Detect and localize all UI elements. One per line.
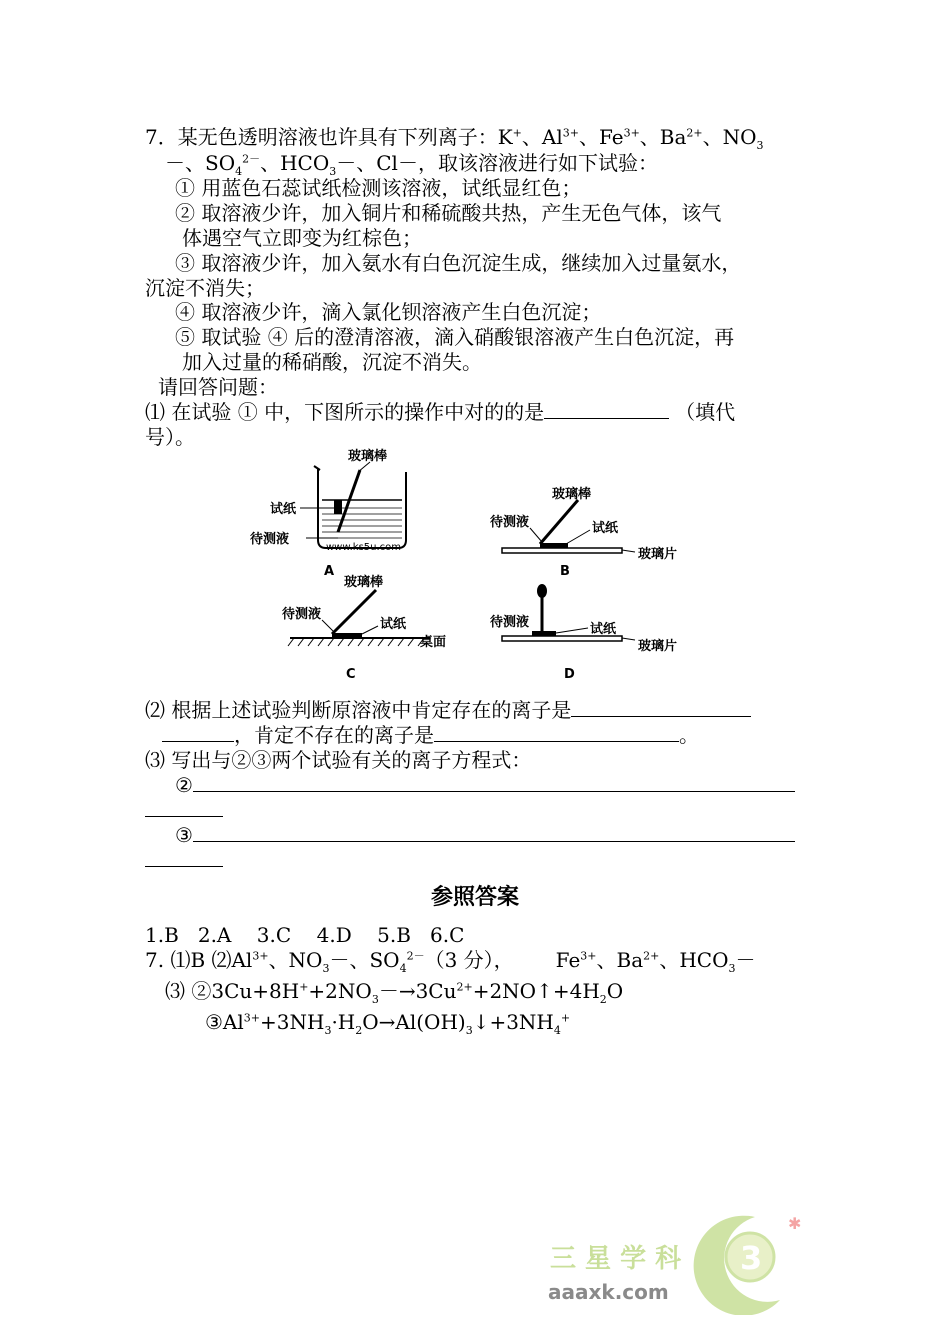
q7-stem-line1: 7．某无色透明溶液也许具有下列离子：K+、$Al^{3+}$、$Fe^{3+}$、$Ba^{2+}$、$NO_3$ xyxy=(145,125,764,152)
answers-eq2: ⑶ $②3Cu+8H^++2NO_3-\to 3Cu^{2+}+2NO↑+4H_2O$ xyxy=(165,979,624,1006)
svg-text:B: B xyxy=(560,564,570,579)
svg-text:试纸: 试纸 xyxy=(592,521,619,536)
q7-part1-cont: 号）。 xyxy=(145,425,195,449)
svg-text:A: A xyxy=(324,564,335,579)
q7-step2b: 体遇空气立即变为红棕色； xyxy=(182,226,422,250)
q7-part1: ⑴ 在试验 ① 中，下图所示的操作中对的的是 （填代 xyxy=(145,400,736,424)
q7-step5b: 加入过量的稀硝酸，沉淀不消失。 xyxy=(182,350,482,374)
figure-d xyxy=(490,584,677,682)
q7-step4: ④ 取溶液少许，滴入氯化钡溶液产生白色沉淀； xyxy=(175,300,602,324)
svg-text:待测液: 待测液 xyxy=(490,515,530,530)
answers-title: 参照答案 xyxy=(430,885,519,910)
figure-b xyxy=(490,486,677,579)
svg-text:桌面: 桌面 xyxy=(420,635,447,650)
svg-text:aaaxk.com: aaaxk.com xyxy=(548,1280,669,1304)
q7-part2: ⑵ 根据上述试验判断原溶液中肯定存在的离子是 xyxy=(145,697,751,723)
svg-text:玻璃片: 玻璃片 xyxy=(638,547,678,562)
answers-mc: 1.B 2.A 3.C 4.D 5.B 6.C xyxy=(145,923,465,947)
q7-step5a: ⑤ 取试验 ④ 后的澄清溶液，滴入硝酸银溶液产生白色沉淀，再 xyxy=(175,325,735,349)
q7-stem-line2: －、$SO_4^{2-}$、$HCO_3-$、Cl－，取该溶液进行如下试验： xyxy=(165,151,658,178)
svg-text:三 星 学 科: 三 星 学 科 xyxy=(550,1244,682,1274)
svg-text:待测液: 待测液 xyxy=(250,532,290,547)
q7-ask: 请回答问题： xyxy=(158,375,278,399)
q7-step3b: 沉淀不消失； xyxy=(145,276,265,300)
svg-text:3: 3 xyxy=(740,1239,763,1277)
q7-part3: ⑶ 写出与②③两个试验有关的离子方程式： xyxy=(145,748,532,772)
answers-eq3: $③Al^{3+}+3NH_3\cdot H_2O\to Al(OH)_3↓+3NH_4^+$ xyxy=(205,1010,571,1037)
svg-text:待测液: 待测液 xyxy=(282,607,322,622)
q7-part2-cont: ，肯定不存在的离子是 。 xyxy=(162,722,699,748)
svg-text:玻璃棒: 玻璃棒 xyxy=(344,575,384,590)
test-paper-figure xyxy=(240,440,710,690)
svg-text:C: C xyxy=(346,667,356,682)
q7-part3-blank2-cont xyxy=(145,797,223,823)
q7-part3-blank3: ③ xyxy=(175,822,795,848)
svg-text:✱: ✱ xyxy=(788,1214,802,1233)
svg-text:待测液: 待测液 xyxy=(490,615,530,630)
svg-text:玻璃棒: 玻璃棒 xyxy=(552,487,592,502)
q7-step2a: ② 取溶液少许，加入铜片和稀硫酸共热，产生无色气体，该气 xyxy=(175,201,722,225)
q7-part3-blank2: ② xyxy=(175,772,795,798)
svg-text:D: D xyxy=(564,667,575,682)
svg-text:玻璃棒: 玻璃棒 xyxy=(348,449,388,464)
svg-text:试纸: 试纸 xyxy=(270,502,297,517)
q7-step3a: ③ 取溶液少许，加入氨水有白色沉淀生成，继续加入过量氨水， xyxy=(175,251,742,275)
svg-text:试纸: 试纸 xyxy=(590,622,617,637)
svg-text:玻璃片: 玻璃片 xyxy=(638,639,678,654)
svg-text:www.ks5u.com: www.ks5u.com xyxy=(326,542,402,553)
answers-q7: 7. ⑴B $⑵Al^{3+}$、$NO_3-$、$SO_4^{2-}(3$ 分）， $Fe^{3+}$、$Ba^{2+}$、$HCO_3-$ xyxy=(145,948,756,975)
q7-part3-blank3-cont xyxy=(145,847,223,873)
svg-text:试纸: 试纸 xyxy=(380,617,407,632)
figure-c xyxy=(282,574,446,682)
watermark-logo xyxy=(540,1205,820,1315)
q7-step1: ① 用蓝色石蕊试纸检测该溶液，试纸显红色； xyxy=(175,176,582,200)
figure-a xyxy=(250,448,406,579)
